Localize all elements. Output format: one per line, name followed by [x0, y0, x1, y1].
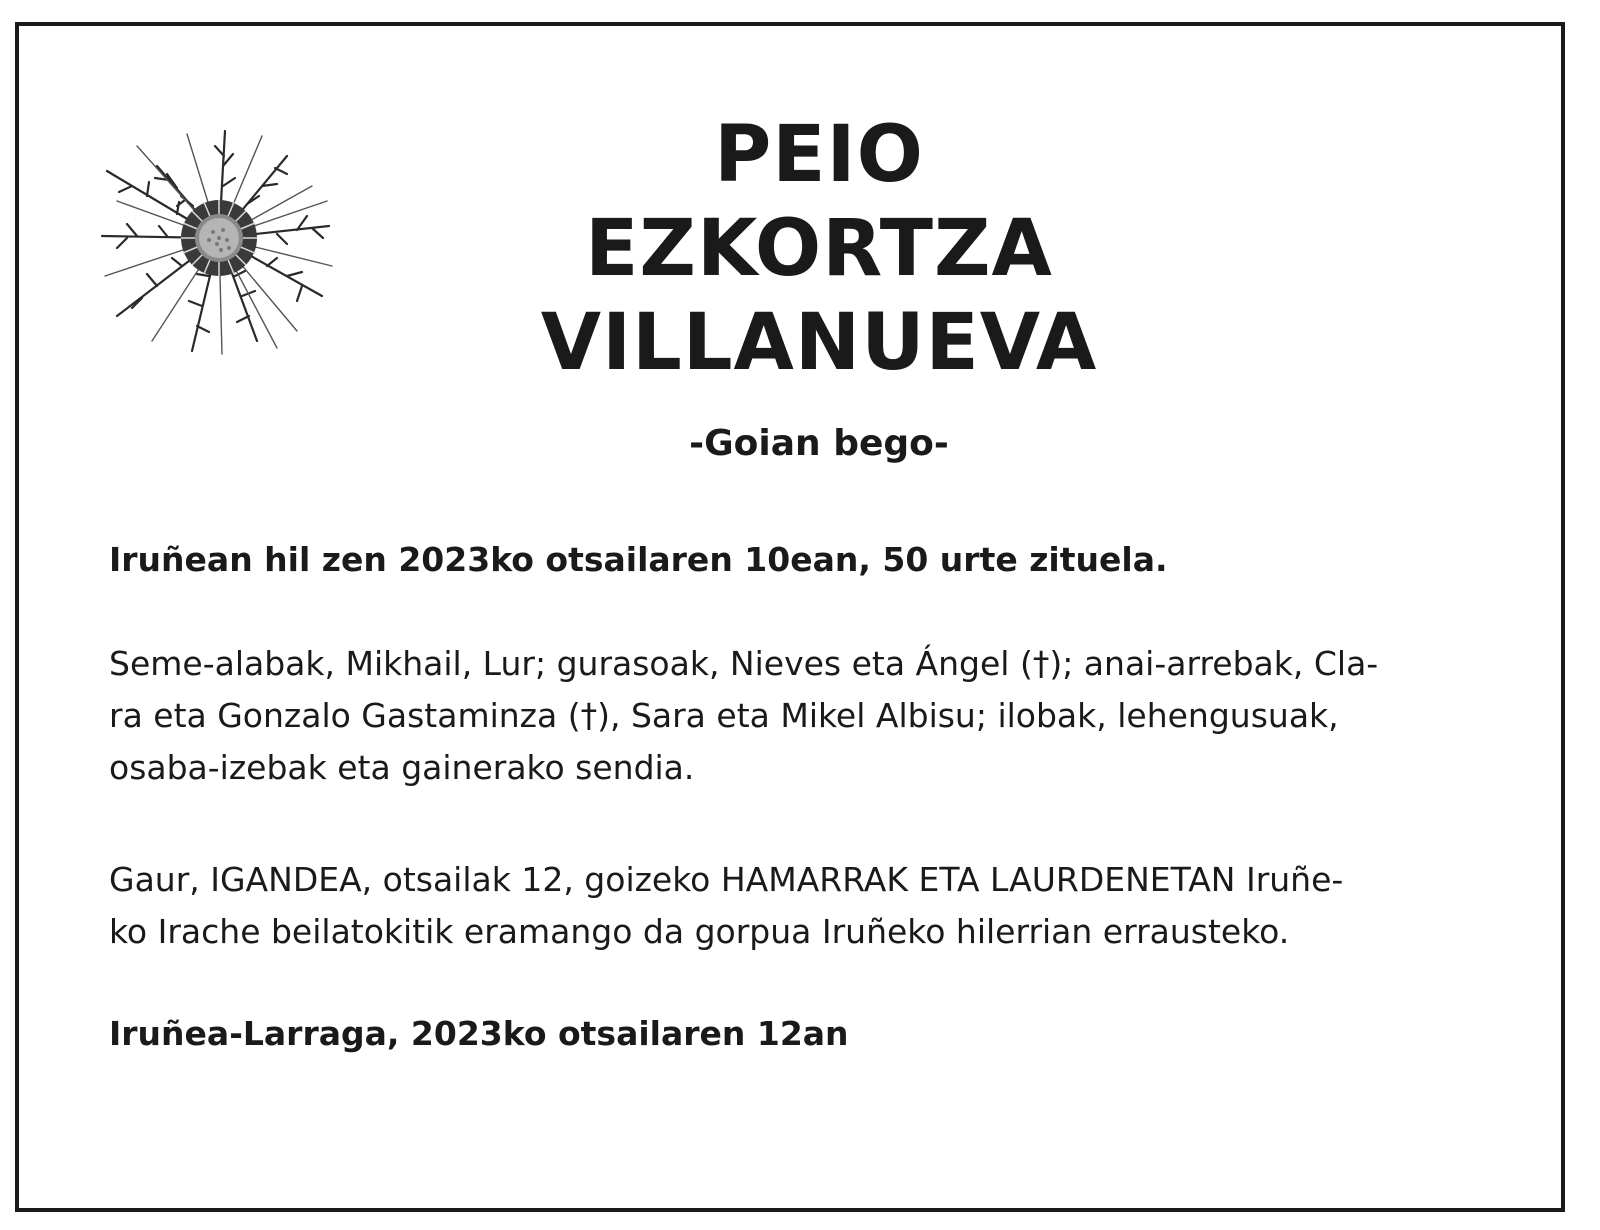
name-surname-2: VILLANUEVA [540, 298, 1098, 388]
motto: -Goian bego- [689, 423, 949, 464]
family-line: ra eta Gonzalo Gastaminza (†), Sara eta Mikel Albisu; ilobak, lehengusuak, [109, 696, 1339, 735]
thistle-flower-icon [97, 126, 337, 356]
death-line: Iruñean hil zen 2023ko otsailaren 10ean, 50 urte zituela. [109, 540, 1168, 579]
family-line: osaba-izebak eta gainerako sendia. [109, 748, 695, 787]
funeral-line: Gaur, IGANDEA, otsailak 12, goizeko HAMARRAK ETA LAURDENETAN Iruñe- [109, 860, 1344, 899]
deceased-name [419, 108, 1219, 390]
funeral-line: ko Irache beilatokitik eramango da gorpua Iruñeko hilerrian errausteko. [109, 912, 1290, 951]
name-surname-1: EZKORTZA [585, 204, 1053, 294]
obituary-frame [15, 22, 1565, 1212]
family-paragraph [109, 638, 1509, 794]
death-statement [109, 534, 1509, 586]
funeral-paragraph [109, 854, 1509, 958]
place-date-line: Iruñea-Larraga, 2023ko otsailaren 12an [109, 1014, 849, 1053]
name-first: PEIO [714, 110, 924, 200]
place-and-date [109, 1008, 1509, 1060]
family-line: Seme-alabak, Mikhail, Lur; gurasoak, Nieves eta Ángel (†); anai-arrebak, Cla- [109, 644, 1379, 683]
